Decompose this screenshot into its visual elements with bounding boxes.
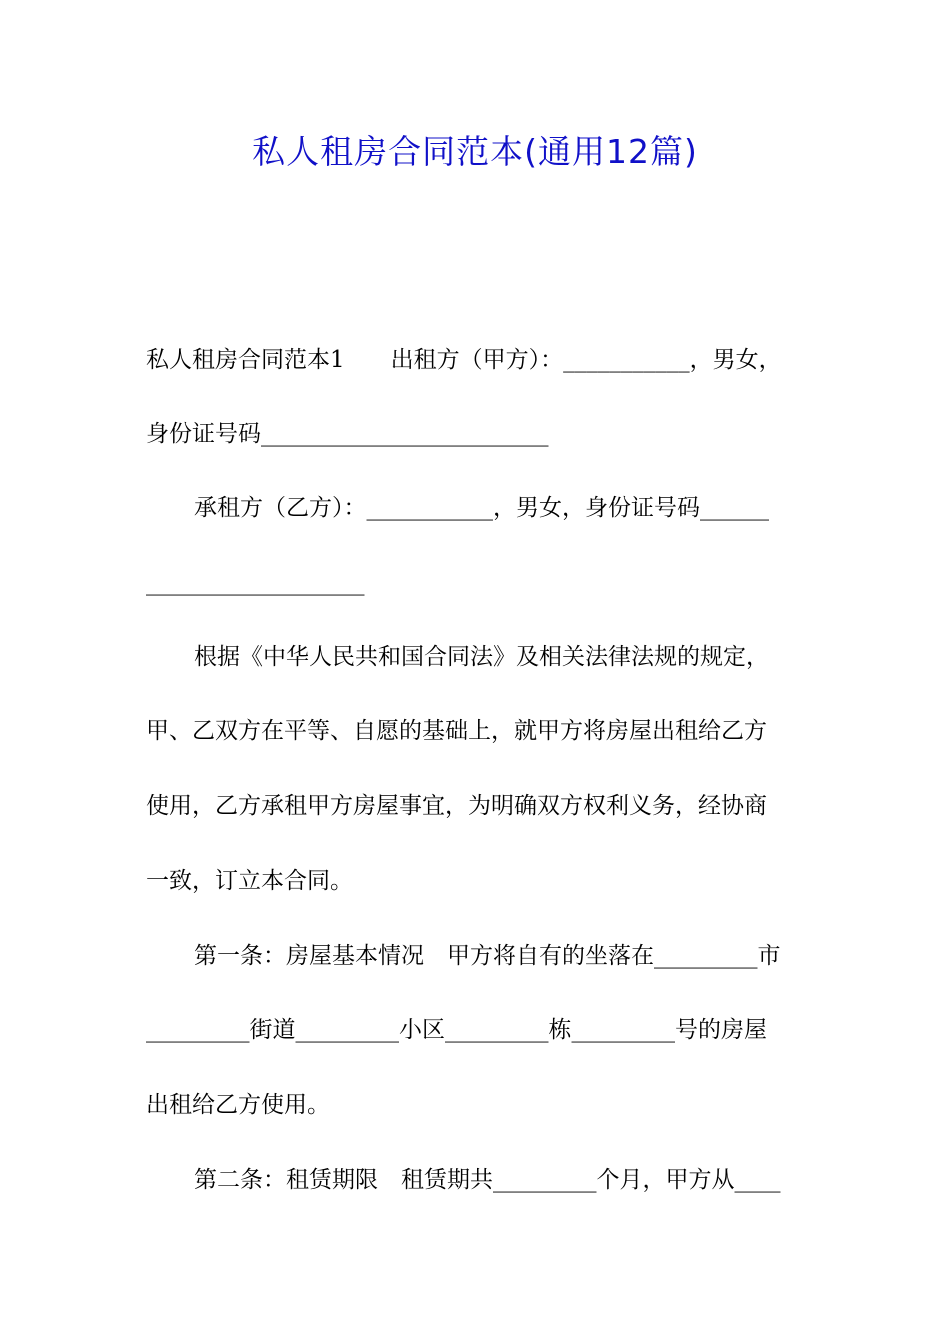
text-line: 根据《中华人民共和国合同法》及相关法律法规的规定， (194, 644, 769, 670)
text-line: 一致，订立本合同。 (146, 868, 353, 894)
text-line: 第一条：房屋基本情况 甲方将自有的坐落在_________市 (194, 943, 781, 969)
text-line: 甲、乙双方在平等、自愿的基础上，就甲方将房屋出租给乙方 (146, 718, 767, 744)
text-line: ___________________ (146, 570, 365, 596)
text-line: 第二条：租赁期限 租赁期共_________个月，甲方从____ (194, 1167, 781, 1193)
text-line: 承租方（乙方）：___________，男女，身份证号码______ (194, 495, 769, 521)
text-line: _________街道_________小区_________栋_________号的房屋 (146, 1017, 767, 1043)
text-line: 身份证号码_________________________ (146, 421, 549, 447)
text-line: 出租给乙方使用。 (146, 1092, 330, 1118)
text-line: 使用，乙方承租甲方房屋事宜，为明确双方权利义务，经协商 (146, 793, 767, 819)
document-title: 私人租房合同范本(通用12篇) (252, 132, 698, 171)
text-line: 私人租房合同范本1 出租方（甲方）：___________，男女， (146, 347, 782, 373)
